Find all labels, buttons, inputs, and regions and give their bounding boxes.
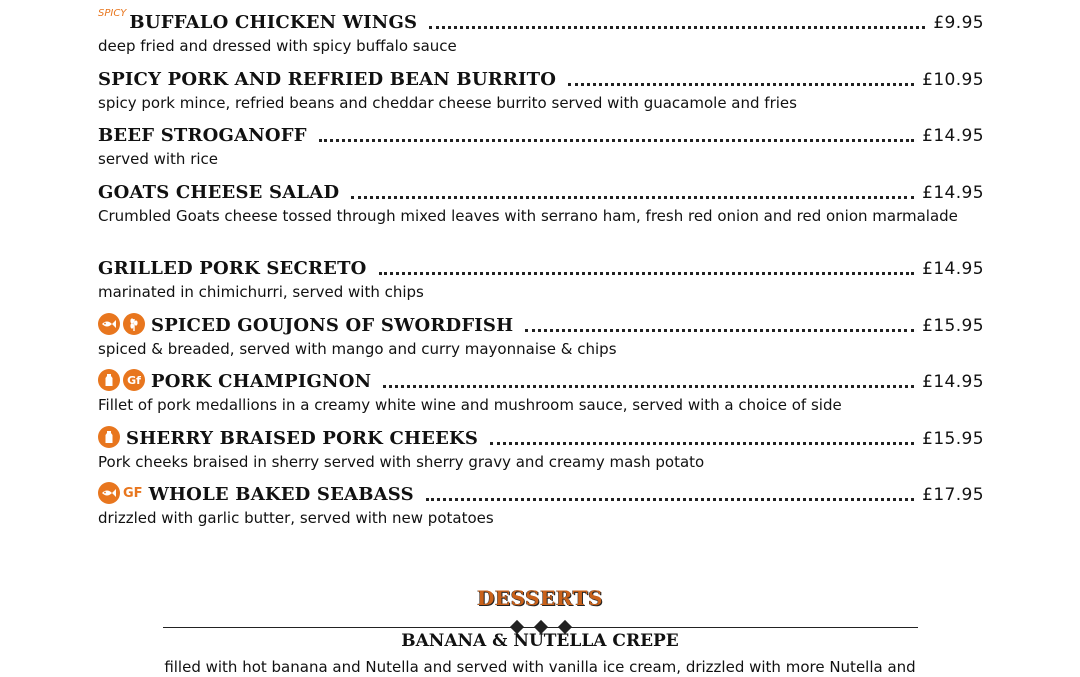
dish-description: drizzled with garlic butter, served with new potatoes — [98, 509, 494, 527]
menu-item-sherry-pork-cheeks — [98, 422, 984, 472]
menu-item-buffalo-chicken-wings — [98, 6, 984, 56]
desserts-heading: DESSERTS — [477, 586, 603, 610]
dot-leader — [490, 442, 914, 445]
dietary-icons — [98, 424, 120, 450]
dish-price: £10.95 — [922, 70, 984, 90]
dish-price: £14.95 — [922, 372, 984, 392]
milk-icon — [98, 369, 120, 391]
fish-icon — [98, 482, 120, 504]
dish-description: Pork cheeks braised in sherry served with sherry gravy and creamy mash potato — [98, 453, 705, 471]
menu-item-goats-cheese-salad — [98, 176, 984, 226]
fish-icon — [98, 313, 120, 335]
dessert-description: filled with hot banana and Nutella and served with vanilla ice cream, drizzled with more Nutella and — [164, 658, 916, 676]
dish-description: spiced & breaded, served with mango and curry mayonnaise & chips — [98, 340, 617, 358]
dish-description: Crumbled Goats cheese tossed through mixed leaves with serrano ham, fresh red onion and red onion marmalade — [98, 207, 958, 225]
menu-item-whole-baked-seabass — [98, 478, 984, 528]
dot-leader — [351, 196, 914, 199]
dessert-name: BANANA & NUTELLA CREPE — [401, 631, 679, 651]
dietary-icons — [98, 311, 145, 337]
dot-leader — [379, 272, 915, 275]
wheat-icon — [123, 313, 145, 335]
dish-price: £14.95 — [922, 183, 984, 203]
spicy-tag: SPICY — [98, 8, 127, 19]
dish-description: served with rice — [98, 150, 219, 168]
dish-price: £17.95 — [922, 485, 984, 505]
dot-leader — [525, 329, 914, 332]
menu-item-grilled-pork-secreto — [98, 252, 984, 302]
dish-description: Fillet of pork medallions in a creamy white wine and mushroom sauce, served with a choice of side — [98, 396, 842, 414]
menu-item-burrito — [98, 63, 984, 113]
dish-name: SHERRY BRAISED PORK CHEEKS — [126, 428, 479, 449]
dish-price: £9.95 — [933, 13, 984, 33]
dot-leader — [426, 498, 914, 501]
dish-name: GOATS CHEESE SALAD — [98, 182, 340, 203]
dish-name: BEEF STROGANOFF — [98, 125, 307, 146]
dish-name: GRILLED PORK SECRETO — [98, 258, 367, 279]
menu-item-beef-stroganoff — [98, 119, 984, 169]
milk-icon — [98, 426, 120, 448]
dish-name: PORK CHAMPIGNON — [151, 371, 372, 392]
dish-name: BUFFALO CHICKEN WINGS — [129, 12, 418, 33]
dot-leader — [568, 83, 914, 86]
gluten-free-label: GF — [123, 485, 143, 501]
dish-description: marinated in chimichurri, served with chips — [98, 283, 424, 301]
dish-price: £15.95 — [922, 429, 984, 449]
dish-name: SPICY PORK AND REFRIED BEAN BURRITO — [98, 69, 557, 90]
dot-leader — [383, 385, 914, 388]
dish-price: £15.95 — [922, 316, 984, 336]
menu-item-pork-champignon — [98, 365, 984, 415]
dish-description: spicy pork mince, refried beans and cheddar cheese burrito served with guacamole and fries — [98, 94, 797, 112]
dietary-icons — [98, 480, 143, 506]
dot-leader — [429, 26, 925, 29]
dietary-icons — [98, 367, 145, 393]
dish-price: £14.95 — [922, 126, 984, 146]
dish-description: deep fried and dressed with spicy buffalo sauce — [98, 37, 457, 55]
dot-leader — [319, 139, 914, 142]
dish-name: WHOLE BAKED SEABASS — [148, 484, 414, 505]
dish-price: £14.95 — [922, 259, 984, 279]
gluten-free-icon: Gf — [123, 369, 145, 391]
menu-item-swordfish-goujons — [98, 309, 984, 359]
dish-name: SPICED GOUJONS OF SWORDFISH — [151, 315, 514, 336]
